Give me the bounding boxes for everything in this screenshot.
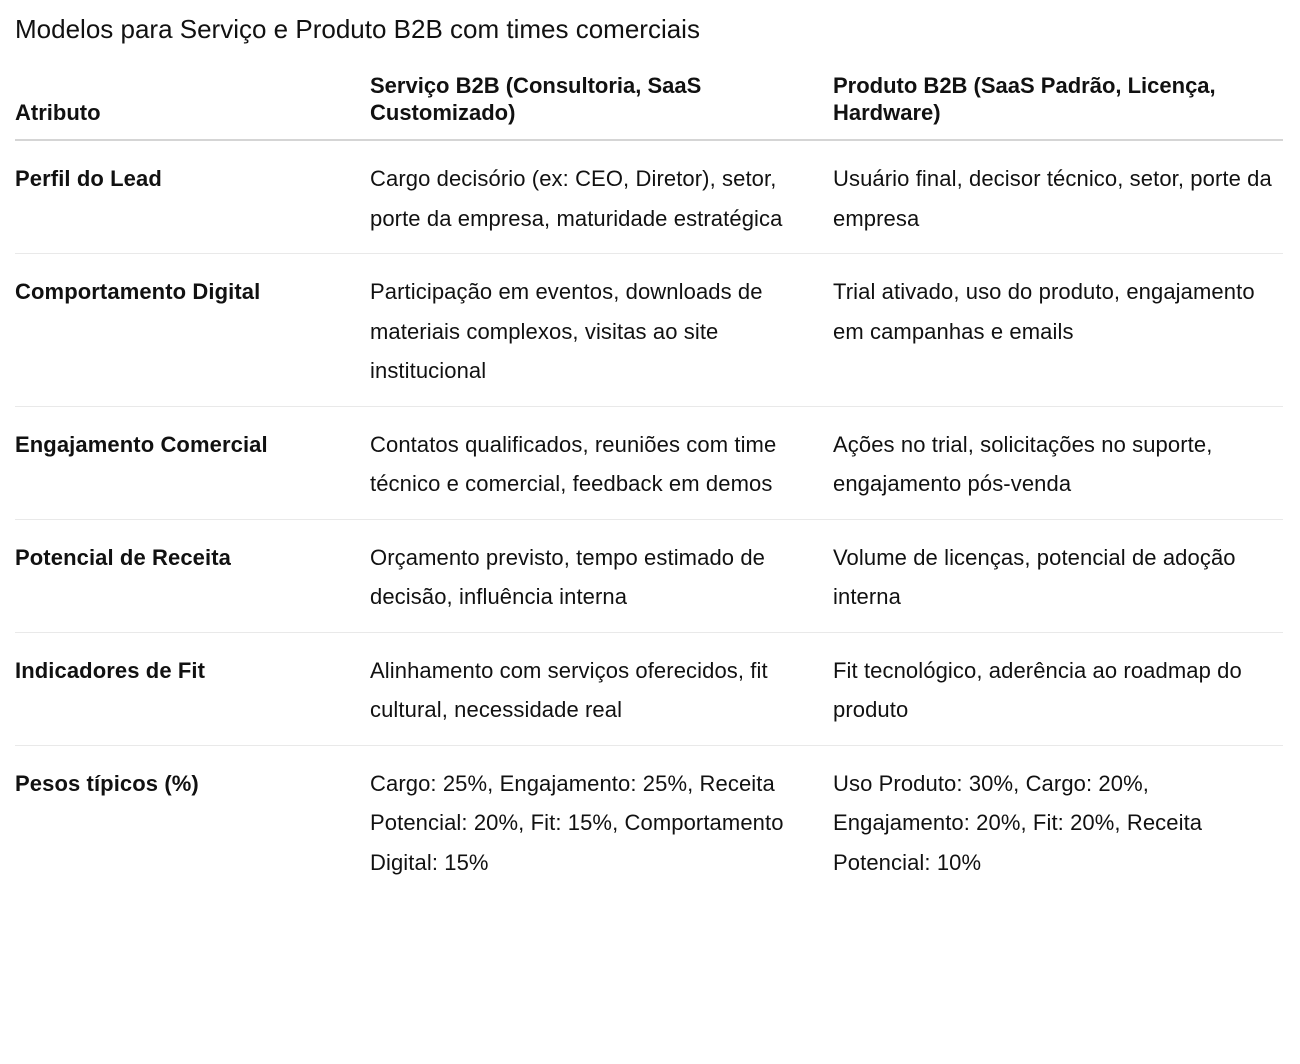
row-attribute: Potencial de Receita bbox=[15, 519, 370, 632]
row-service-value: Alinhamento com serviços oferecidos, fit cultural, necessidade real bbox=[370, 632, 833, 745]
page-title: Modelos para Serviço e Produto B2B com times comerciais bbox=[15, 14, 700, 44]
row-attribute: Comportamento Digital bbox=[15, 254, 370, 407]
row-product-value: Uso Produto: 30%, Cargo: 20%, Engajamento: 20%, Fit: 20%, Receita Potencial: 10% bbox=[833, 770, 1203, 875]
comparison-table bbox=[15, 72, 1283, 897]
row-product-value: Ações no trial, solicitações no suporte, engajamento pós-venda bbox=[833, 406, 1283, 519]
row-attribute: Pesos típicos (%) bbox=[15, 770, 199, 796]
row-service-value: Orçamento previsto, tempo estimado de decisão, influência interna bbox=[370, 519, 833, 632]
table-header-row bbox=[15, 72, 1283, 140]
row-attribute: Perfil do Lead bbox=[15, 140, 370, 254]
table-row bbox=[15, 745, 1283, 897]
table-row bbox=[15, 140, 1283, 254]
header-service: Serviço B2B (Consultoria, SaaS Customizado) bbox=[370, 72, 833, 140]
header-attribute: Atributo bbox=[15, 72, 370, 140]
row-service-value: Participação em eventos, downloads de materiais complexos, visitas ao site institucional bbox=[370, 254, 833, 407]
row-service-value: Cargo: 25%, Engajamento: 25%, Receita Potencial: 20%, Fit: 15%, Comportamento Digital: 15% bbox=[370, 770, 784, 875]
table-row bbox=[15, 519, 1283, 632]
row-product-value: Usuário final, decisor técnico, setor, porte da empresa bbox=[833, 140, 1283, 254]
row-product-value: Fit tecnológico, aderência ao roadmap do produto bbox=[833, 632, 1283, 745]
row-product-value: Volume de licenças, potencial de adoção interna bbox=[833, 519, 1283, 632]
table-row bbox=[15, 632, 1283, 745]
row-product-value: Trial ativado, uso do produto, engajamento em campanhas e emails bbox=[833, 254, 1283, 407]
row-service-value: Contatos qualificados, reuniões com time técnico e comercial, feedback em demos bbox=[370, 406, 833, 519]
table-row bbox=[15, 254, 1283, 407]
row-attribute: Indicadores de Fit bbox=[15, 632, 370, 745]
header-product: Produto B2B (SaaS Padrão, Licença, Hardware) bbox=[833, 72, 1283, 140]
table-row bbox=[15, 406, 1283, 519]
row-service-value: Cargo decisório (ex: CEO, Diretor), setor, porte da empresa, maturidade estratégica bbox=[370, 140, 833, 254]
row-attribute: Engajamento Comercial bbox=[15, 406, 370, 519]
